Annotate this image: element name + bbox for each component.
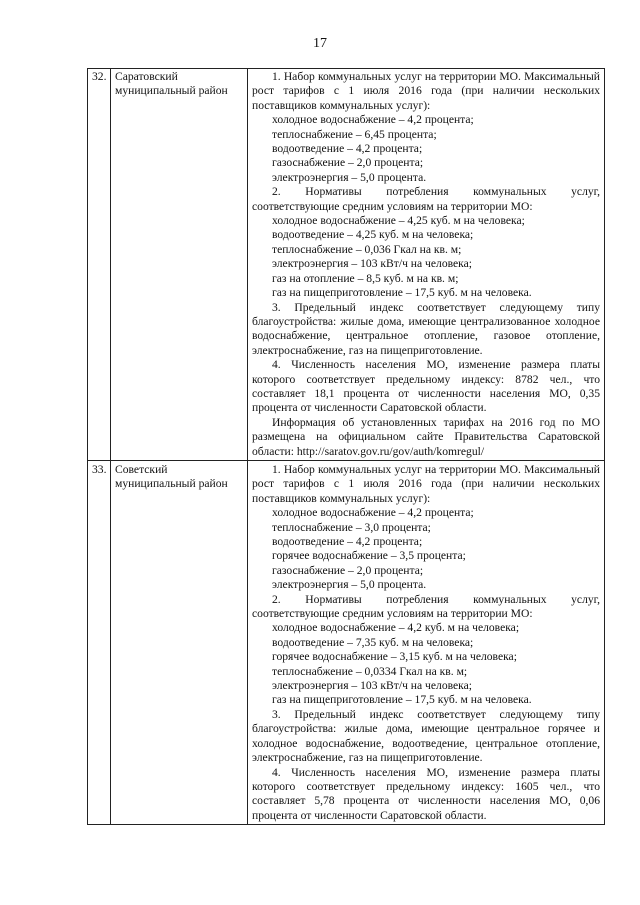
list-item: холодное водоснабжение – 4,2 процента; [272,113,474,127]
row-content [248,460,605,824]
list-item: холодное водоснабжение – 4,2 куб. м на человека; [272,621,520,635]
list-item: холодное водоснабжение – 4,2 процента; [272,506,474,520]
list-item: теплоснабжение – 3,0 процента; [272,520,431,534]
section-1-heading: 1. Набор коммунальных услуг на территории МО. Максимальный рост тарифов с 1 июля 2016 года (при наличии нескольких поставщиков коммунальных услуг): [252,462,600,505]
list-item: электроэнергия – 103 кВт/ч на человека; [272,257,472,271]
row-content [248,69,605,461]
section-2-heading: 2. Нормативы потребления коммунальных услуг, соответствующие средним условиям на территории МО: [252,592,600,621]
list-item: электроэнергия – 103 кВт/ч на человека; [272,679,472,693]
list-item: горячее водоснабжение – 3,15 куб. м на человека; [272,650,517,664]
district-name: Саратовский муниципальный район [111,69,248,461]
row-number: 32. [88,69,111,461]
list-item: горячее водоснабжение – 3,5 процента; [272,549,466,563]
list-item: газ на отопление – 8,5 куб. м на кв. м; [272,271,459,285]
section-3-text: 3. Предельный индекс соответствует следующему типу благоустройства: жилые дома, имеющие централизованное холодное водоснабжение, центральное отопление, газовое отопление, электроснабжение, газ на пищеприготовление. [252,300,600,357]
list-item: теплоснабжение – 6,45 процента; [272,127,437,141]
section-4-text: 4. Численность населения МО, изменение размера платы которого соответствует предельному индексу: 8782 чел., что составляет 18,1 процента от численности населения МО, 0,35 процента от численности Саратовской области. [252,358,600,415]
list-item: газоснабжение – 2,0 процента; [272,156,424,170]
list-item: электроэнергия – 5,0 процента. [272,578,427,592]
row-number: 33. [88,460,111,824]
list-item: электроэнергия – 5,0 процента. [272,170,427,184]
list-item: водоотведение – 4,2 процента; [272,535,423,548]
tariff-table [87,68,605,825]
list-item: теплоснабжение – 0,036 Гкал на кв. м; [272,242,462,256]
list-item: водоотведение – 7,35 куб. м на человека; [272,635,474,649]
list-item: холодное водоснабжение – 4,25 куб. м на человека; [272,214,525,228]
district-name: Советский муниципальный район [111,460,248,824]
table-row [88,460,605,824]
list-item: газ на пищеприготовление – 17,5 куб. м на человека. [272,693,532,707]
tariff-info-text: Информация об установленных тарифах на 2016 год по МО размещена на официальном сайте Правительства Саратовской области: http://saratov.gov.ru/gov/auth/komregul/ [252,415,600,458]
section-2-heading: 2. Нормативы потребления коммунальных услуг, соответствующие средним условиям на территории МО: [252,185,600,213]
table-row [88,69,605,461]
list-item: газоснабжение – 2,0 процента; [272,563,424,577]
list-item: теплоснабжение – 0,0334 Гкал на кв. м; [272,664,468,678]
list-item: водоотведение – 4,2 процента; [272,142,423,156]
page-number: 17 [313,36,327,51]
section-1-heading: 1. Набор коммунальных услуг на территории МО. Максимальный рост тарифов с 1 июля 2016 года (при наличии нескольких поставщиков коммунальных услуг): [252,70,600,112]
list-item: газ на пищеприготовление – 17,5 куб. м на человека. [272,286,532,300]
list-item: водоотведение – 4,25 куб. м на человека; [272,228,474,242]
section-4-text: 4. Численность населения МО, изменение размера платы которого соответствует предельному индексу: 1605 чел., что составляет 5,78 процента от численности населения МО, 0,06 процента от численности Саратовской области. [252,765,600,822]
section-3-text: 3. Предельный индекс соответствует следующему типу благоустройства: жилые дома, имеющие центральное горячее и холодное водоснабжение, водоотведение, центральное отопление, электроснабжение, газ на пищеприготовление. [252,707,600,765]
